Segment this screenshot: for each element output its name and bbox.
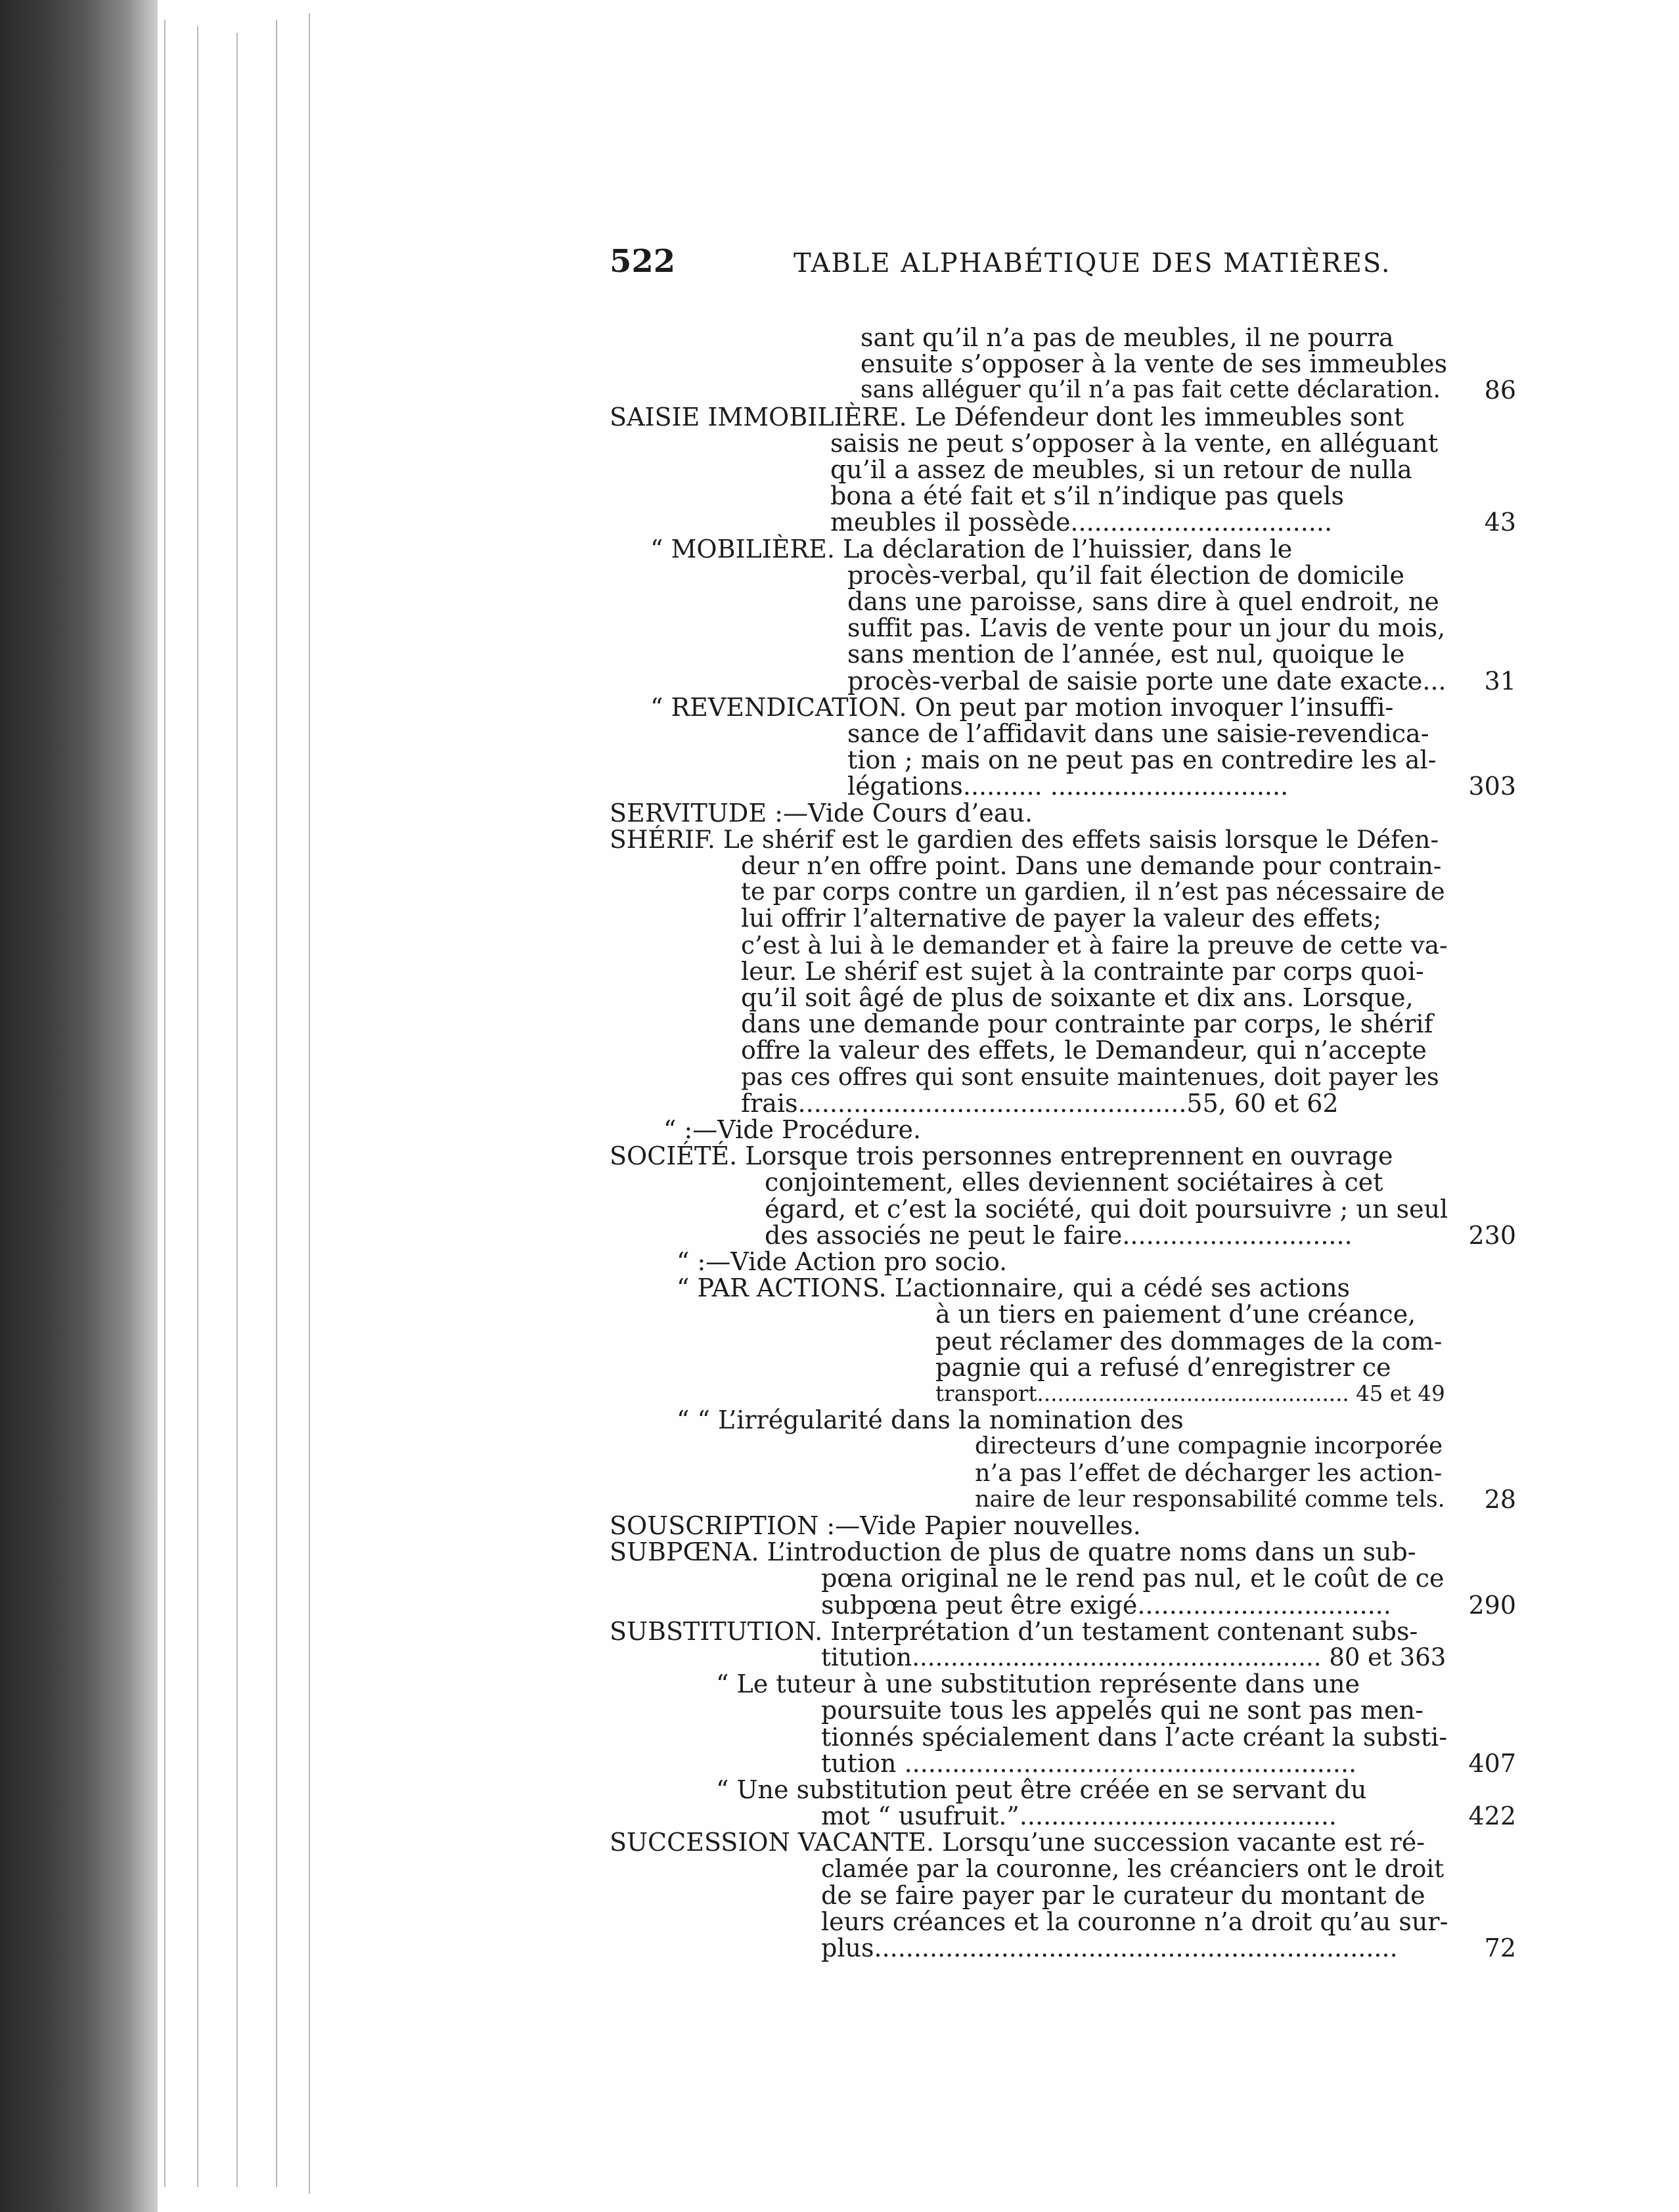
index-line — [847, 613, 1445, 642]
page-reference: 72 — [1484, 1934, 1516, 1963]
index-line — [861, 323, 1394, 352]
index-line — [847, 561, 1404, 590]
index-line — [821, 1881, 1425, 1910]
index-line-text: poursuite tous les appelés qui ne sont pas men- — [821, 1696, 1423, 1725]
index-line-text: SHÉRIF. Le shérif est le gardien des effets saisis lorsque le Défen- — [610, 824, 1439, 854]
index-line — [650, 535, 1292, 564]
index-line-text: sant qu’il n’a pas de meubles, il ne pourra — [861, 323, 1394, 352]
index-line — [677, 1247, 1007, 1276]
page-reference: 422 — [1468, 1802, 1516, 1831]
index-line — [765, 1168, 1383, 1197]
index-line-text: meubles il possède................................. — [830, 508, 1333, 537]
page-reference: 407 — [1468, 1748, 1516, 1778]
index-line-text: directeurs d’une compagnie incorporée — [975, 1432, 1443, 1460]
index-line-text: sance de l’affidavit dans une saisie-revendica- — [847, 719, 1429, 748]
index-line — [610, 1828, 1425, 1857]
index-line-text: bona a été fait et s’il n’indique pas quels — [830, 481, 1345, 511]
index-line — [741, 851, 1441, 880]
index-line-text: sans mention de l’année, est nul, quoique le — [847, 640, 1405, 669]
index-line — [650, 693, 1393, 722]
index-line — [861, 349, 1447, 378]
index-line-text: “ “ L’irrégularité dans la nomination des — [677, 1405, 1184, 1435]
index-line — [847, 640, 1404, 669]
index-line-text: suffit pas. L’avis de vente pour un jour du mois, — [847, 613, 1446, 643]
index-line-text: “ :—Vide Procédure. — [663, 1115, 922, 1144]
index-line — [935, 1300, 1416, 1329]
index-line — [935, 1379, 1445, 1408]
page-number: 522 — [610, 243, 676, 280]
index-line-text: conjointement, elles deviennent sociétaires à cet — [765, 1168, 1383, 1197]
index-line-text: peut réclamer des dommages de la com- — [935, 1326, 1443, 1356]
index-line-text: procès-verbal, qu’il fait élection de domicile — [847, 560, 1405, 590]
index-line — [610, 403, 1404, 431]
index-line — [861, 376, 1441, 405]
index-line — [741, 983, 1414, 1012]
index-line-text: “ REVENDICATION. On peut par motion invoquer l’insuffi- — [650, 692, 1394, 722]
index-line-text: procès-verbal de saisie porte une date exacte... — [847, 666, 1446, 696]
index-line — [821, 1802, 1337, 1830]
index-line — [847, 719, 1429, 748]
index-line-text: de se faire payer par le curateur du montant de — [821, 1880, 1425, 1910]
index-line — [847, 772, 1288, 801]
page-leaf-edge — [197, 26, 198, 2187]
index-line — [821, 1934, 1398, 1962]
index-line — [610, 1511, 1141, 1540]
index-line — [821, 1696, 1423, 1725]
index-line-text: pagnie qui a refusé d’enregistrer ce — [935, 1352, 1391, 1382]
index-line — [821, 1749, 1356, 1778]
index-line — [821, 1643, 1446, 1672]
index-line-text: des associés ne peut le faire............................. — [765, 1220, 1353, 1250]
index-line-text: “ PAR ACTIONS. L’actionnaire, qui a cédé ses actions — [677, 1273, 1351, 1303]
index-line — [610, 1141, 1393, 1170]
page-leaf-edge — [236, 33, 238, 2187]
index-line-text: titution..................................................... 80 et 363 — [821, 1643, 1446, 1671]
index-line-text: SERVITUDE :—Vide Cours d’eau. — [610, 798, 1033, 828]
index-line-text: pas ces offres qui sont ensuite maintenues, doit payer les — [741, 1062, 1439, 1091]
index-line-text: “ Une substitution peut être créée en se servant du — [716, 1775, 1367, 1804]
page-reference: 290 — [1468, 1590, 1516, 1620]
page-reference: 230 — [1468, 1220, 1516, 1250]
index-line-text: “ MOBILIÈRE. La déclaration de l’huissier, dans le — [650, 534, 1293, 564]
index-line-text: SUCCESSION VACANTE. Lorsqu’une succession vacante est ré- — [610, 1828, 1425, 1857]
index-line-text: SOUSCRIPTION :—Vide Papier nouvelles. — [610, 1511, 1141, 1540]
index-line — [741, 904, 1381, 933]
index-line — [677, 1273, 1350, 1302]
index-line — [716, 1775, 1367, 1804]
index-line — [821, 1855, 1444, 1884]
index-line-text: plus.................................................................. — [821, 1934, 1398, 1963]
index-line — [935, 1327, 1442, 1356]
page-reference: 303 — [1468, 772, 1516, 801]
index-line — [830, 508, 1332, 537]
index-line-text: te par corps contre un gardien, il n’est pas nécessaire de — [741, 877, 1445, 906]
index-line — [741, 931, 1448, 960]
index-line-text: naire de leur responsabilité comme tels. — [975, 1486, 1445, 1513]
index-line — [610, 799, 1033, 828]
page-header — [610, 243, 1529, 289]
index-line-text: dans une paroisse, sans dire à quel endroit, ne — [847, 587, 1439, 616]
index-line-text: lui offrir l’alternative de payer la valeur des effets; — [741, 904, 1382, 933]
index-line-text: transport.............................................. 45 et 49 — [935, 1381, 1445, 1406]
index-line-text: offre la valeur des effets, le Demandeur, qui n’accepte — [741, 1036, 1427, 1065]
index-line — [975, 1485, 1445, 1514]
index-line — [610, 825, 1439, 854]
page-leaf-edge — [276, 20, 277, 2187]
index-line — [765, 1195, 1448, 1224]
index-line — [741, 1089, 1339, 1118]
index-line-text: subpœna peut être exigé................................ — [821, 1590, 1391, 1620]
index-line-text: à un tiers en paiement d’une créance, — [935, 1300, 1416, 1329]
index-line — [821, 1564, 1444, 1593]
index-line — [847, 667, 1446, 696]
index-line — [677, 1405, 1184, 1434]
running-head: TABLE ALPHABÉTIQUE DES MATIÈRES. — [794, 248, 1391, 278]
index-line — [663, 1115, 921, 1144]
index-line — [975, 1459, 1442, 1488]
index-line-text: tution ......................................................... — [821, 1748, 1357, 1778]
index-line — [847, 745, 1437, 774]
index-line — [610, 1617, 1418, 1646]
page-reference: 28 — [1484, 1484, 1516, 1514]
index-line-text: SAISIE IMMOBILIÈRE. Le Défendeur dont les immeubles sont — [610, 402, 1404, 431]
index-line-text: c’est à lui à le demander et à faire la preuve de cette va- — [741, 930, 1448, 960]
index-line-text: ensuite s’opposer à la vente de ses immeubles — [861, 349, 1448, 379]
index-line-text: égard, et c’est la société, qui doit poursuivre ; un seul — [765, 1194, 1448, 1224]
index-line-text: qu’il a assez de meubles, si un retour de nulla — [830, 455, 1412, 484]
index-line — [830, 429, 1438, 458]
index-line-text: tion ; mais on ne peut pas en contredire les al- — [847, 745, 1437, 775]
index-line — [741, 957, 1424, 986]
index-line-text: SOCIÉTÉ. Lorsque trois personnes entreprennent en ouvrage — [610, 1141, 1393, 1171]
index-line-text: sans alléguer qu’il n’a pas fait cette déclaration. — [861, 376, 1441, 404]
index-line — [821, 1591, 1391, 1620]
page-leaf-edge — [164, 20, 166, 2187]
index-line-text: pœna original ne le rend pas nul, et le coût de ce — [821, 1564, 1444, 1593]
index-line-text: mot “ usufruit.”........................................ — [821, 1802, 1337, 1831]
index-line-text: “ :—Vide Action pro socio. — [677, 1247, 1008, 1276]
index-line — [847, 587, 1439, 616]
index-line-text: leurs créances et la couronne n’a droit qu’au sur- — [821, 1907, 1448, 1936]
index-line — [975, 1432, 1443, 1461]
index-line-text: deur n’en offre point. Dans une demande pour contrain- — [741, 851, 1442, 880]
index-line-text: tionnés spécialement dans l’acte créant la substi- — [821, 1722, 1448, 1752]
index-line — [935, 1353, 1391, 1382]
index-line-text: clamée par la couronne, les créanciers ont le droit — [821, 1854, 1444, 1883]
page-reference: 86 — [1484, 376, 1516, 405]
index-line — [610, 1537, 1416, 1566]
index-line-text: légations.......... .............................. — [847, 772, 1289, 801]
index-line-text: dans une demande pour contrainte par corps, le shérif — [741, 1009, 1433, 1039]
page-reference: 43 — [1484, 508, 1516, 537]
index-line-text: frais.................................................55, 60 et 62 — [741, 1088, 1339, 1118]
page-reference: 31 — [1484, 666, 1516, 696]
index-line-text: SUBSTITUTION. Interprétation d’un testament contenant subs- — [610, 1616, 1418, 1646]
index-line — [741, 1009, 1433, 1038]
index-line — [741, 1036, 1427, 1065]
book-fore-edge — [0, 0, 158, 2212]
index-line — [741, 1063, 1439, 1092]
index-line-text: qu’il soit âgé de plus de soixante et dix ans. Lorsque, — [741, 983, 1414, 1012]
index-line — [741, 877, 1445, 906]
index-line-text: n’a pas l’effet de décharger les action- — [975, 1458, 1443, 1487]
page-leaf-edge — [309, 13, 310, 2194]
index-line — [821, 1907, 1448, 1936]
index-line-text: saisis ne peut s’opposer à la vente, en alléguant — [830, 428, 1439, 458]
index-line — [716, 1670, 1360, 1698]
index-line-text: SUBPŒNA. L’introduction de plus de quatre noms dans un sub- — [610, 1537, 1416, 1567]
index-line — [821, 1723, 1447, 1752]
index-line — [765, 1221, 1353, 1250]
index-line — [830, 481, 1344, 510]
index-line-text: leur. Le shérif est sujet à la contrainte par corps quoi- — [741, 956, 1424, 986]
index-line — [830, 455, 1412, 484]
index-line-text: “ Le tuteur à une substitution représente dans une — [716, 1670, 1360, 1699]
